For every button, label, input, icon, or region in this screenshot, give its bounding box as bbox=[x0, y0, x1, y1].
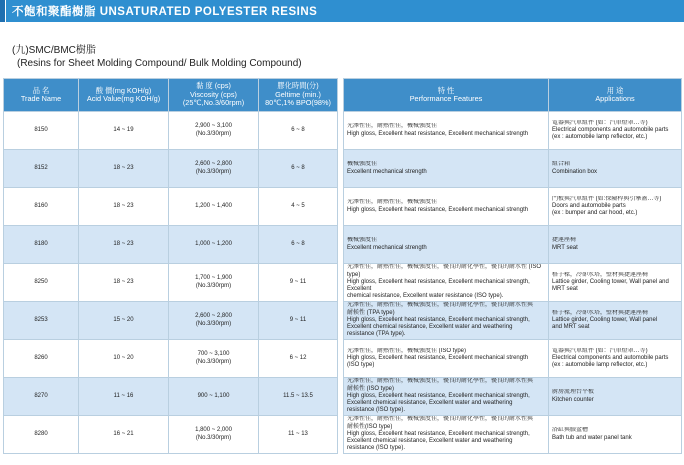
viscosity-cell: 900 ~ 1,100 bbox=[169, 378, 259, 416]
geltime-cell: 6 ~ 8 bbox=[259, 226, 338, 264]
applications-cell: 廚房流理台平板 Kitchen counter bbox=[549, 378, 682, 416]
acid-value-cell: 18 ~ 23 bbox=[79, 226, 169, 264]
col-applications: 用 途 Applications bbox=[549, 79, 682, 112]
spec-table bbox=[3, 78, 338, 454]
col-geltime: 膠化時間(分) Geltime (min.) 80℃,1% BPO(98%) bbox=[259, 79, 338, 112]
viscosity-cell: 1,800 ~ 2,000 (No.3/30rpm) bbox=[169, 416, 259, 454]
viscosity-cell: 700 ~ 3,100 (No.3/30rpm) bbox=[169, 340, 259, 378]
viscosity-cell: 1,200 ~ 1,400 bbox=[169, 188, 259, 226]
geltime-cell: 9 ~ 11 bbox=[259, 302, 338, 340]
features-table bbox=[343, 78, 682, 454]
table-row bbox=[344, 340, 682, 378]
page-title: 不飽和聚酯樹脂 UNSATURATED POLYESTER RESINS bbox=[12, 6, 318, 18]
geltime-cell: 6 ~ 12 bbox=[259, 340, 338, 378]
trade-name-cell: 8250 bbox=[4, 264, 79, 302]
performance-cell: 光澤性佳，耐熱性佳，機械強度佳，優良的耐化學性，優良的耐水性與 耐候性 (ISO type) High gloss, Excellent heat resistance, Excellent mechanical strength, Excellent chemical resistance, Excellent water and weathering resistance (ISO type). bbox=[344, 378, 549, 416]
performance-cell: 光澤性佳，耐熱性佳，機械強度佳，優良的耐化學性，優良的耐水性與 耐候性 (TPA type) High gloss, Excellent heat resistance, Excellent mechanical strength, Excellent chemical resistance, Excellent water and weathering resistance (TPA type). bbox=[344, 302, 549, 340]
table-row bbox=[4, 112, 338, 150]
performance-cell: 光澤性佳，耐熱性佳，機械強度佳，優良的耐化學性，優良的耐水性與 耐候性(ISO type) High gloss, Excellent heat resistance, Excellent mechanical strength, Excellent chemical resistance, Excellent water and weathering resistance (ISO type). bbox=[344, 416, 549, 454]
geltime-cell: 4 ~ 5 bbox=[259, 188, 338, 226]
title-bar bbox=[0, 0, 684, 22]
col-viscosity: 黏 度 (cps) Viscosity (cps) (25℃,No.3/60rpm) bbox=[169, 79, 259, 112]
title-band bbox=[6, 0, 684, 22]
table-row bbox=[344, 302, 682, 340]
viscosity-cell: 2,900 ~ 3,100 (No.3/30rpm) bbox=[169, 112, 259, 150]
table-row bbox=[344, 188, 682, 226]
acid-value-cell: 18 ~ 23 bbox=[79, 264, 169, 302]
applications-cell: 格子樑，冷卻水塔，壁材與捷運座椅 Lattice girder, Cooling tower, Wall panel and MRT seat bbox=[549, 264, 682, 302]
title-accent-block bbox=[0, 0, 5, 22]
acid-value-cell: 14 ~ 19 bbox=[79, 112, 169, 150]
applications-cell: 電器與汽車組件 (如：汽車燈罩…等) Electrical components and automobile parts (ex : automobile lamp reflector, etc.) bbox=[549, 340, 682, 378]
viscosity-cell: 1,000 ~ 1,200 bbox=[169, 226, 259, 264]
table-row bbox=[344, 150, 682, 188]
table-row bbox=[4, 150, 338, 188]
trade-name-cell: 8152 bbox=[4, 150, 79, 188]
acid-value-cell: 11 ~ 16 bbox=[79, 378, 169, 416]
geltime-cell: 11.5 ~ 13.5 bbox=[259, 378, 338, 416]
performance-cell: 光澤性佳，耐熱性佳，機械強度佳 (ISO type) High gloss, Excellent heat resistance, Excellent mechanical strength (ISO type) bbox=[344, 340, 549, 378]
geltime-cell: 6 ~ 8 bbox=[259, 150, 338, 188]
trade-name-cell: 8270 bbox=[4, 378, 79, 416]
acid-value-cell: 16 ~ 21 bbox=[79, 416, 169, 454]
acid-value-cell: 10 ~ 20 bbox=[79, 340, 169, 378]
acid-value-cell: 18 ~ 23 bbox=[79, 150, 169, 188]
geltime-cell: 6 ~ 8 bbox=[259, 112, 338, 150]
acid-value-cell: 15 ~ 20 bbox=[79, 302, 169, 340]
table-row bbox=[4, 264, 338, 302]
geltime-cell: 9 ~ 11 bbox=[259, 264, 338, 302]
viscosity-cell: 1,700 ~ 1,900 (No.3/30rpm) bbox=[169, 264, 259, 302]
trade-name-cell: 8260 bbox=[4, 340, 79, 378]
col-acid-value: 酸 價(mg KOH/g) Acid Value(mg KOH/g) bbox=[79, 79, 169, 112]
performance-cell: 機械強度佳 Excellent mechanical strength bbox=[344, 150, 549, 188]
table-row bbox=[4, 226, 338, 264]
viscosity-cell: 2,600 ~ 2,800 (No.3/30rpm) bbox=[169, 302, 259, 340]
col-trade-name: 品 名 Trade Name bbox=[4, 79, 79, 112]
col-performance: 特 性 Performance Features bbox=[344, 79, 549, 112]
performance-cell: 光澤性佳，耐熱性佳，機械強度佳，優良的耐化學性，優良的耐水性 (ISO type) High gloss, Excellent heat resistance, Excellent mechanical strength, Excellent chemical resistance, Excellent water resistance (ISO type). bbox=[344, 264, 549, 302]
applications-cell: 電器與汽車組件 (如：汽車燈罩…等) Electrical components and automobile parts (ex : automobile lamp reflector, etc.) bbox=[549, 112, 682, 150]
table-row bbox=[344, 264, 682, 302]
section-subtitle bbox=[12, 44, 302, 70]
applications-cell: 捷運座椅 MRT seat bbox=[549, 226, 682, 264]
applications-cell: 格子樑，冷卻水塔，壁材與捷運座椅 Lattice girder, Cooling tower, Wall panel and MRT seat bbox=[549, 302, 682, 340]
table-row bbox=[344, 226, 682, 264]
trade-name-cell: 8253 bbox=[4, 302, 79, 340]
table-row bbox=[4, 416, 338, 454]
features-table-header bbox=[344, 79, 682, 112]
applications-cell: 浴缸與臉盆槽 Bath tub and water panel tank bbox=[549, 416, 682, 454]
table-row bbox=[344, 112, 682, 150]
performance-cell: 機械強度佳 Excellent mechanical strength bbox=[344, 226, 549, 264]
applications-cell: 組合箱 Combination box bbox=[549, 150, 682, 188]
table-row bbox=[4, 378, 338, 416]
applications-cell: 門板與汽車組件 (如:保險桿與引擎蓋…等) Doors and automobile parts (ex : bumper and car hood, etc.) bbox=[549, 188, 682, 226]
table-row bbox=[344, 378, 682, 416]
subtitle-line-en: (Resins for Sheet Molding Compound/ Bulk Molding Compound) bbox=[17, 58, 302, 69]
trade-name-cell: 8160 bbox=[4, 188, 79, 226]
trade-name-cell: 8150 bbox=[4, 112, 79, 150]
table-row bbox=[4, 340, 338, 378]
table-row bbox=[344, 416, 682, 454]
table-row bbox=[4, 302, 338, 340]
subtitle-line-zh: (九)SMC/BMC樹脂 bbox=[12, 45, 96, 56]
table-row bbox=[4, 188, 338, 226]
trade-name-cell: 8280 bbox=[4, 416, 79, 454]
viscosity-cell: 2,600 ~ 2,800 (No.3/30rpm) bbox=[169, 150, 259, 188]
performance-cell: 光澤性佳，耐熱性佳，機械強度佳 High gloss, Excellent heat resistance, Excellent mechanical strength bbox=[344, 112, 549, 150]
spec-table-header bbox=[4, 79, 338, 112]
acid-value-cell: 18 ~ 23 bbox=[79, 188, 169, 226]
geltime-cell: 11 ~ 13 bbox=[259, 416, 338, 454]
performance-cell: 光澤性佳，耐熱性佳，機械強度佳 High gloss, Excellent heat resistance, Excellent mechanical strength bbox=[344, 188, 549, 226]
trade-name-cell: 8180 bbox=[4, 226, 79, 264]
